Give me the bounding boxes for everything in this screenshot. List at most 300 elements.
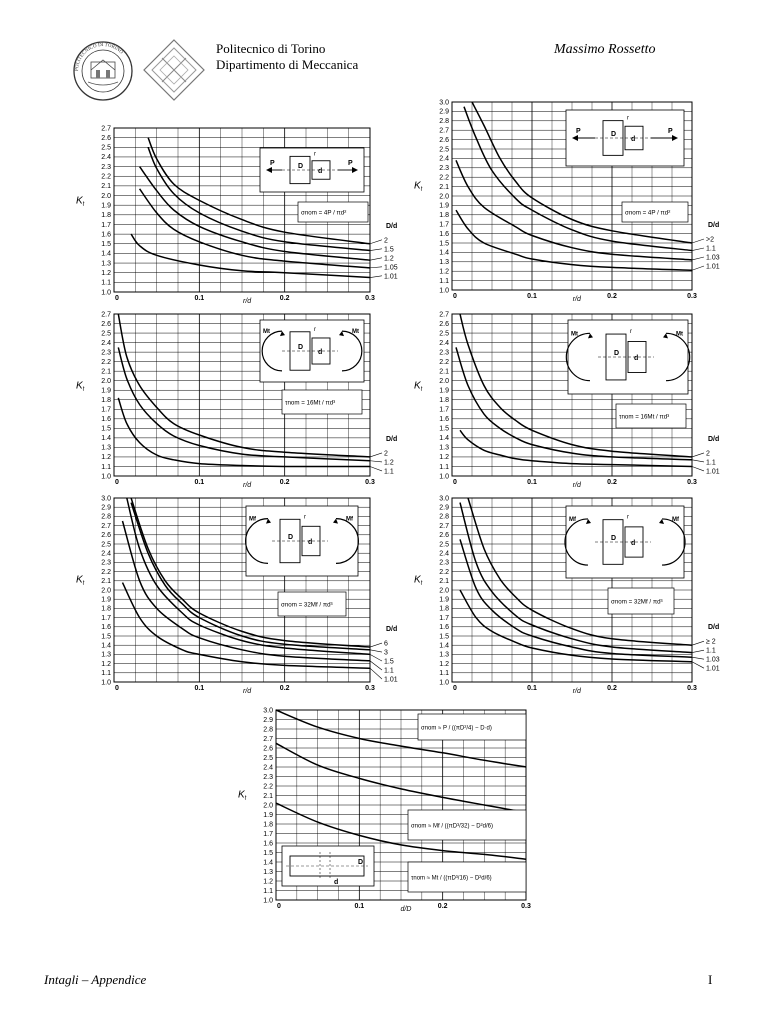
- y-tick-label: 1.0: [263, 897, 273, 905]
- legend-label: 1.01: [706, 263, 720, 271]
- y-tick-label: 1.2: [101, 454, 111, 462]
- nominal-stress-formula: τnom = 16Mt / πd³: [285, 399, 336, 407]
- x-tick-label: 0.2: [437, 903, 448, 910]
- y-tick-label: 2.3: [101, 559, 111, 567]
- y-tick-label: 1.2: [101, 270, 111, 278]
- y-tick-label: 2.4: [439, 155, 449, 163]
- y-tick-label: 2.3: [439, 349, 449, 357]
- y-tick-label: 1.5: [101, 425, 111, 433]
- load-label-right: Mt: [676, 331, 683, 338]
- y-tick-label: 2.1: [263, 792, 273, 800]
- y-tick-label: 2.2: [439, 358, 449, 366]
- y-tick-label: 2.4: [439, 339, 449, 347]
- y-tick-label: 1.8: [263, 821, 273, 829]
- y-tick-label: 2.0: [439, 587, 449, 595]
- y-tick-label: 2.5: [439, 541, 449, 549]
- y-tick-label: 1.3: [101, 260, 111, 268]
- nominal-stress-formula: σnom = 32Mf / πd³: [281, 601, 333, 609]
- specimen-diagram: [282, 846, 374, 886]
- legend-leader: [370, 249, 382, 251]
- specimen-diagram: [260, 320, 364, 382]
- legend-leader: [370, 668, 382, 679]
- y-tick-label: 1.1: [101, 279, 111, 287]
- y-tick-label: 1.8: [439, 397, 449, 405]
- y-tick-label: 2.5: [263, 754, 273, 762]
- y-tick-label: 2.6: [101, 532, 111, 540]
- y-tick-label: 2.7: [439, 311, 449, 319]
- y-tick-label: 1.3: [263, 868, 273, 876]
- y-axis-label: $K_t$: [76, 574, 85, 587]
- x-tick-label: 0.3: [365, 479, 375, 486]
- specimen-diagram: [566, 110, 684, 166]
- x-tick-label: 0.1: [527, 479, 537, 486]
- y-tick-label: 2.3: [263, 773, 273, 781]
- y-tick-label: 2.4: [439, 550, 449, 558]
- y-tick-label: 1.7: [439, 406, 449, 414]
- y-tick-label: 2.7: [101, 125, 111, 133]
- y-tick-label: 1.2: [101, 660, 111, 668]
- y-tick-label: 3.0: [439, 99, 449, 107]
- y-tick-label: 2.1: [101, 368, 111, 376]
- y-tick-label: 1.0: [101, 473, 111, 481]
- dim-D: D: [611, 535, 617, 542]
- x-tick-label: 0.3: [521, 903, 531, 910]
- y-tick-label: 1.0: [439, 679, 449, 687]
- x-tick-label: 0: [115, 685, 119, 692]
- legend-label: ≥ 2: [706, 638, 716, 646]
- specimen-diagram: [246, 506, 359, 576]
- y-tick-label: 1.2: [439, 454, 449, 462]
- legend-leader: [370, 650, 382, 652]
- x-axis-label: r/d: [243, 688, 252, 695]
- y-tick-label: 2.9: [263, 716, 273, 724]
- x-tick-label: 0.1: [194, 295, 205, 302]
- y-tick-label: 1.0: [101, 289, 111, 297]
- dim-d: d: [318, 349, 323, 356]
- y-tick-label: 2.2: [439, 568, 449, 576]
- legend-leader: [692, 641, 704, 645]
- y-tick-label: 1.9: [101, 202, 111, 210]
- legend-leader: [692, 453, 704, 457]
- legend-title: D/d: [386, 435, 398, 443]
- dim-D: D: [614, 350, 620, 357]
- y-tick-label: 2.9: [101, 504, 111, 512]
- load-label-right: Mt: [352, 329, 359, 336]
- y-tick-label: 2.3: [101, 349, 111, 357]
- legend-label: 1.01: [384, 676, 398, 684]
- y-tick-label: 1.1: [101, 463, 111, 471]
- y-tick-label: 1.1: [439, 277, 449, 285]
- y-axis-label: $K_t$: [414, 180, 423, 193]
- y-tick-label: 2.5: [101, 144, 111, 152]
- y-tick-label: 1.1: [263, 887, 273, 895]
- y-tick-label: 3.0: [263, 707, 273, 715]
- dim-r: r: [627, 514, 629, 521]
- footer-section-title: Intagli – Appendice: [44, 972, 147, 987]
- y-tick-label: 2.2: [101, 173, 111, 181]
- y-tick-label: 2.2: [439, 174, 449, 182]
- y-tick-label: 3.0: [101, 495, 111, 503]
- y-tick-label: 2.5: [439, 330, 449, 338]
- y-tick-label: 1.0: [439, 473, 449, 481]
- legend-label: 1.2: [384, 459, 394, 467]
- load-label-right: Mf: [672, 516, 679, 523]
- y-tick-label: 1.5: [439, 240, 449, 248]
- x-axis-label: r/d: [243, 298, 252, 305]
- legend-label: 1.1: [384, 468, 394, 476]
- y-tick-label: 1.8: [101, 605, 111, 613]
- legend-label: 1.1: [384, 667, 394, 675]
- y-tick-label: 2.1: [439, 368, 449, 376]
- y-tick-label: 1.0: [101, 679, 111, 687]
- y-tick-label: 1.7: [263, 830, 273, 838]
- y-tick-label: 1.7: [439, 221, 449, 229]
- legend-label: 1.2: [384, 255, 394, 263]
- y-tick-label: 2.5: [439, 146, 449, 154]
- legend-label: 1.01: [706, 665, 720, 673]
- y-tick-label: 2.7: [101, 522, 111, 530]
- dim-r: r: [627, 115, 629, 122]
- load-label-right: P: [668, 128, 673, 135]
- legend-label: 1.03: [706, 656, 720, 664]
- y-tick-label: 1.3: [439, 651, 449, 659]
- x-tick-label: 0.3: [365, 685, 375, 692]
- y-tick-label: 1.7: [439, 614, 449, 622]
- legend-label: 1.5: [384, 658, 394, 666]
- nominal-stress-formula: σnom = 4P / πd²: [625, 209, 671, 217]
- y-tick-label: 1.5: [101, 633, 111, 641]
- y-tick-label: 2.6: [263, 745, 273, 753]
- author-name: Massimo Rossetto: [554, 42, 656, 57]
- y-tick-label: 2.1: [101, 183, 111, 191]
- load-label-left: Mt: [263, 329, 270, 336]
- nominal-stress-formula: τnom = 16Mt / πd³: [619, 413, 670, 421]
- y-tick-label: 1.4: [101, 250, 111, 258]
- legend-leader: [692, 460, 704, 462]
- y-tick-label: 1.8: [439, 212, 449, 220]
- chart-bending-shoulder-round: [408, 492, 728, 698]
- load-label-right: P: [348, 160, 353, 167]
- chart-tension-shoulder-flat: [70, 120, 398, 306]
- x-tick-label: 0.3: [687, 293, 697, 300]
- y-tick-label: 1.4: [439, 249, 449, 257]
- dim-D: D: [298, 163, 304, 170]
- y-axis-label: $K_t$: [76, 195, 85, 208]
- y-tick-label: 2.8: [439, 513, 449, 521]
- y-tick-label: 2.5: [101, 330, 111, 338]
- y-tick-label: 2.0: [101, 587, 111, 595]
- load-label-left: P: [576, 128, 581, 135]
- legend-label: 6: [384, 640, 388, 648]
- y-tick-label: 2.0: [439, 378, 449, 386]
- dim-D: D: [298, 344, 304, 351]
- legend-label: 2: [384, 237, 388, 245]
- y-axis-label: $K_t$: [76, 380, 85, 393]
- x-tick-label: 0.2: [607, 479, 617, 486]
- y-tick-label: 1.9: [439, 596, 449, 604]
- y-tick-label: 1.4: [439, 642, 449, 650]
- y-tick-label: 1.5: [101, 241, 111, 249]
- x-axis-label: r/d: [572, 688, 581, 695]
- legend-label: 2: [384, 450, 388, 458]
- x-axis-label: d/D: [400, 906, 412, 913]
- y-tick-label: 2.4: [263, 764, 273, 772]
- x-tick-label: 0.1: [527, 685, 537, 692]
- legend-label: 1.01: [706, 468, 720, 476]
- y-tick-label: 2.8: [263, 726, 273, 734]
- legend-leader: [370, 654, 382, 661]
- y-tick-label: 2.1: [101, 578, 111, 586]
- legend-label: >2: [706, 236, 714, 244]
- x-tick-label: 0.2: [607, 685, 617, 692]
- y-tick-label: 1.2: [439, 268, 449, 276]
- y-tick-label: 2.2: [101, 358, 111, 366]
- y-tick-label: 2.1: [439, 578, 449, 586]
- legend-leader: [370, 466, 382, 470]
- x-tick-label: 0: [115, 295, 119, 302]
- series-line: [140, 189, 370, 268]
- y-tick-label: 1.9: [101, 596, 111, 604]
- legend-label: 1.1: [706, 245, 716, 253]
- y-tick-label: 1.5: [439, 425, 449, 433]
- x-tick-label: 0: [453, 685, 457, 692]
- specimen-diagram: [565, 506, 685, 578]
- legend-leader: [692, 266, 704, 270]
- legend-leader: [692, 650, 704, 652]
- legend-leader: [692, 657, 704, 659]
- y-tick-label: 2.6: [101, 134, 111, 142]
- legend-leader: [370, 276, 382, 278]
- y-tick-label: 1.2: [263, 878, 273, 886]
- y-tick-label: 1.4: [263, 859, 273, 867]
- legend-leader: [370, 453, 382, 457]
- dim-r: r: [314, 151, 316, 158]
- x-tick-label: 0.2: [279, 685, 290, 692]
- legend-label: 1.03: [706, 254, 720, 262]
- specimen-diagram: [566, 320, 689, 394]
- y-tick-label: 2.7: [263, 735, 273, 743]
- y-tick-label: 2.8: [439, 118, 449, 126]
- nominal-stress-formula: σnom ≈ Mf / ((πD³/32) − D²d/6): [411, 823, 493, 830]
- x-tick-label: 0: [453, 479, 457, 486]
- legend-title: D/d: [386, 222, 398, 230]
- y-tick-label: 1.3: [439, 259, 449, 267]
- series-line: [460, 430, 692, 466]
- y-tick-label: 1.9: [263, 811, 273, 819]
- y-tick-label: 1.1: [101, 670, 111, 678]
- y-axis-label: $K_t$: [238, 789, 247, 802]
- y-tick-label: 2.7: [439, 127, 449, 135]
- legend-label: 1.01: [384, 273, 398, 281]
- specimen-diagram: [260, 148, 364, 192]
- y-tick-label: 2.6: [101, 320, 111, 328]
- y-axis-label: $K_t$: [414, 574, 423, 587]
- y-tick-label: 2.4: [101, 339, 111, 347]
- y-tick-label: 1.7: [101, 614, 111, 622]
- y-tick-label: 2.3: [439, 559, 449, 567]
- legend-leader: [692, 257, 704, 260]
- department-name: Dipartimento di Meccanica: [216, 57, 359, 72]
- y-tick-label: 1.7: [101, 406, 111, 414]
- y-tick-label: 1.6: [101, 624, 111, 632]
- y-tick-label: 2.6: [439, 136, 449, 144]
- y-axis-label: $K_t$: [414, 380, 423, 393]
- legend-title: D/d: [708, 222, 720, 229]
- legend-label: 1.1: [706, 459, 716, 467]
- x-tick-label: 0: [453, 293, 457, 300]
- y-tick-label: 1.4: [101, 642, 111, 650]
- legend-leader: [370, 643, 382, 647]
- y-tick-label: 2.7: [439, 522, 449, 530]
- dept-mechanics-logo: [142, 38, 206, 102]
- y-tick-label: 2.5: [101, 541, 111, 549]
- legend-leader: [370, 258, 382, 260]
- x-tick-label: 0.3: [365, 295, 375, 302]
- y-tick-label: 1.8: [101, 212, 111, 220]
- dim-d: d: [631, 540, 636, 547]
- x-tick-label: 0: [277, 903, 281, 910]
- y-tick-label: 3.0: [439, 495, 449, 503]
- y-tick-label: 2.0: [263, 802, 273, 810]
- y-tick-label: 1.9: [439, 387, 449, 395]
- y-tick-label: 2.4: [101, 154, 111, 162]
- x-axis-label: r/d: [572, 296, 581, 303]
- institution-name: Politecnico di Torino: [216, 41, 326, 56]
- legend-leader: [370, 661, 382, 670]
- x-tick-label: 0.2: [279, 479, 290, 486]
- dim-r: r: [304, 514, 306, 521]
- y-tick-label: 1.6: [439, 624, 449, 632]
- y-tick-label: 2.2: [101, 568, 111, 576]
- legend-leader: [692, 662, 704, 668]
- load-label-left: Mf: [249, 516, 256, 523]
- y-tick-label: 1.6: [263, 840, 273, 848]
- y-tick-label: 2.3: [101, 163, 111, 171]
- legend-leader: [692, 248, 704, 251]
- load-label-left: Mt: [571, 331, 578, 338]
- legend-title: D/d: [386, 626, 398, 634]
- y-tick-label: 2.9: [439, 108, 449, 116]
- chart-torsion-shoulder-round: [408, 308, 728, 490]
- x-tick-label: 0.1: [194, 479, 205, 486]
- dim-d: d: [318, 168, 323, 175]
- x-tick-label: 0.1: [354, 903, 365, 910]
- y-tick-label: 1.0: [439, 287, 449, 295]
- dim-d: d: [634, 355, 639, 362]
- y-tick-label: 2.0: [101, 378, 111, 386]
- x-tick-label: 0.1: [194, 685, 205, 692]
- legend-label: 1.1: [706, 647, 716, 655]
- dim-D: D: [358, 859, 364, 866]
- legend-leader: [692, 239, 704, 243]
- y-tick-label: 1.6: [101, 416, 111, 424]
- y-tick-label: 1.6: [439, 416, 449, 424]
- y-tick-label: 1.3: [439, 444, 449, 452]
- x-tick-label: 0.3: [687, 479, 697, 486]
- nominal-stress-formula: σnom = 32Mf / πd³: [611, 598, 663, 606]
- legend-title: D/d: [708, 435, 720, 443]
- svg-text:POLITECNICO DI TORINO: POLITECNICO DI TORINO: [74, 42, 124, 72]
- legend-title: D/d: [708, 624, 720, 632]
- chart-torsion-shoulder-flat: [70, 308, 398, 490]
- legend-label: 2: [706, 450, 710, 458]
- y-tick-label: 1.8: [439, 605, 449, 613]
- y-tick-label: 1.8: [101, 397, 111, 405]
- y-tick-label: 1.9: [439, 202, 449, 210]
- y-tick-label: 1.1: [439, 463, 449, 471]
- y-tick-label: 1.5: [263, 849, 273, 857]
- y-tick-label: 1.6: [101, 231, 111, 239]
- y-tick-label: 2.3: [439, 165, 449, 173]
- x-axis-label: r/d: [572, 482, 581, 489]
- y-tick-label: 1.3: [101, 651, 111, 659]
- y-tick-label: 2.6: [439, 532, 449, 540]
- legend-leader: [370, 267, 382, 268]
- dim-d: d: [631, 136, 636, 143]
- nominal-stress-formula: τnom ≈ Mt / ((πD³/16) − D²d/6): [411, 875, 492, 882]
- dim-d: d: [308, 539, 313, 546]
- legend-label: 3: [384, 649, 388, 657]
- legend-label: 1.05: [384, 264, 398, 272]
- y-tick-label: 2.1: [439, 183, 449, 191]
- x-tick-label: 0.1: [527, 293, 537, 300]
- y-tick-label: 2.6: [439, 320, 449, 328]
- nominal-stress-formula: σnom ≈ P / ((πD²/4) − D·d): [421, 725, 492, 732]
- x-tick-label: 0: [115, 479, 119, 486]
- y-tick-label: 2.0: [439, 193, 449, 201]
- polito-seal-logo: [72, 40, 134, 102]
- legend-leader: [692, 466, 704, 470]
- load-label-left: Mf: [569, 516, 576, 523]
- chart-transverse-hole: [232, 704, 542, 916]
- y-tick-label: 1.5: [439, 633, 449, 641]
- y-tick-label: 2.4: [101, 550, 111, 558]
- y-tick-label: 1.4: [101, 435, 111, 443]
- chart-tension-shoulder-round: [408, 96, 728, 306]
- y-tick-label: 2.9: [439, 504, 449, 512]
- y-tick-label: 2.2: [263, 783, 273, 791]
- y-tick-label: 1.2: [439, 660, 449, 668]
- x-tick-label: 0.2: [607, 293, 617, 300]
- legend-leader: [370, 240, 382, 244]
- dim-d: d: [334, 879, 339, 886]
- dim-r: r: [630, 329, 632, 336]
- y-tick-label: 2.7: [101, 311, 111, 319]
- y-tick-label: 2.0: [101, 192, 111, 200]
- x-axis-label: r/d: [243, 482, 252, 489]
- y-tick-label: 1.6: [439, 230, 449, 238]
- dim-D: D: [288, 534, 294, 541]
- y-tick-label: 2.8: [101, 513, 111, 521]
- y-tick-label: 1.4: [439, 435, 449, 443]
- dim-r: r: [314, 326, 316, 333]
- nominal-stress-formula: σnom = 4P / πd²: [301, 209, 347, 217]
- x-tick-label: 0.2: [279, 295, 290, 302]
- y-tick-label: 1.9: [101, 387, 111, 395]
- x-tick-label: 0.3: [687, 685, 697, 692]
- load-label-left: P: [270, 160, 275, 167]
- y-tick-label: 1.7: [101, 221, 111, 229]
- dim-D: D: [611, 131, 617, 138]
- legend-leader: [370, 461, 382, 462]
- series-line: [131, 234, 370, 277]
- legend-label: 1.5: [384, 246, 394, 254]
- y-tick-label: 1.3: [101, 444, 111, 452]
- chart-bending-shoulder-flat: [70, 492, 398, 698]
- load-label-right: Mf: [346, 516, 353, 523]
- y-tick-label: 1.1: [439, 670, 449, 678]
- page-number: I: [708, 972, 713, 987]
